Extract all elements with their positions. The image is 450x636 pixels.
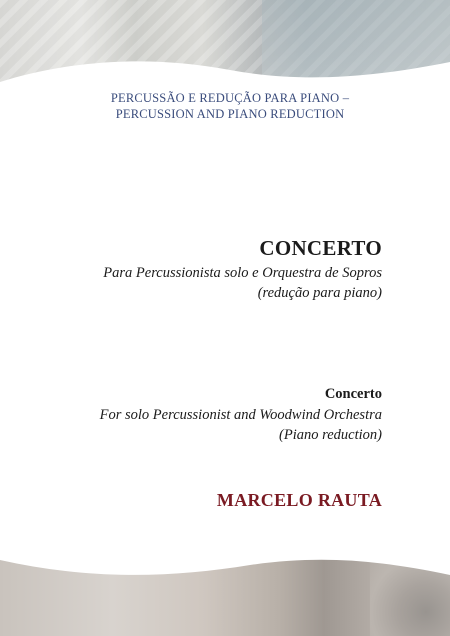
- work-title: CONCERTO: [259, 236, 382, 260]
- subtitle-pt-line-2: (redução para piano): [257, 285, 382, 301]
- header-line-english: PERCUSSION AND PIANO REDUCTION: [115, 107, 345, 121]
- edition-header: [60, 90, 400, 122]
- composer-name: MARCELO RAUTA: [216, 490, 382, 510]
- work-subtitle-english: [22, 405, 382, 445]
- header-line-portuguese: PERCUSSÃO E REDUÇÃO PARA PIANO –: [110, 91, 350, 105]
- subtitle-pt-line-1: Para Percussionista solo e Orquestra de Sopros: [103, 265, 382, 281]
- work-subtitle-portuguese: [22, 263, 382, 303]
- work-title-english: Concerto: [324, 386, 382, 402]
- subtitle-en-line-1: For solo Percussionist and Woodwind Orchestra: [99, 407, 382, 423]
- subtitle-en-line-2: (Piano reduction): [279, 427, 382, 443]
